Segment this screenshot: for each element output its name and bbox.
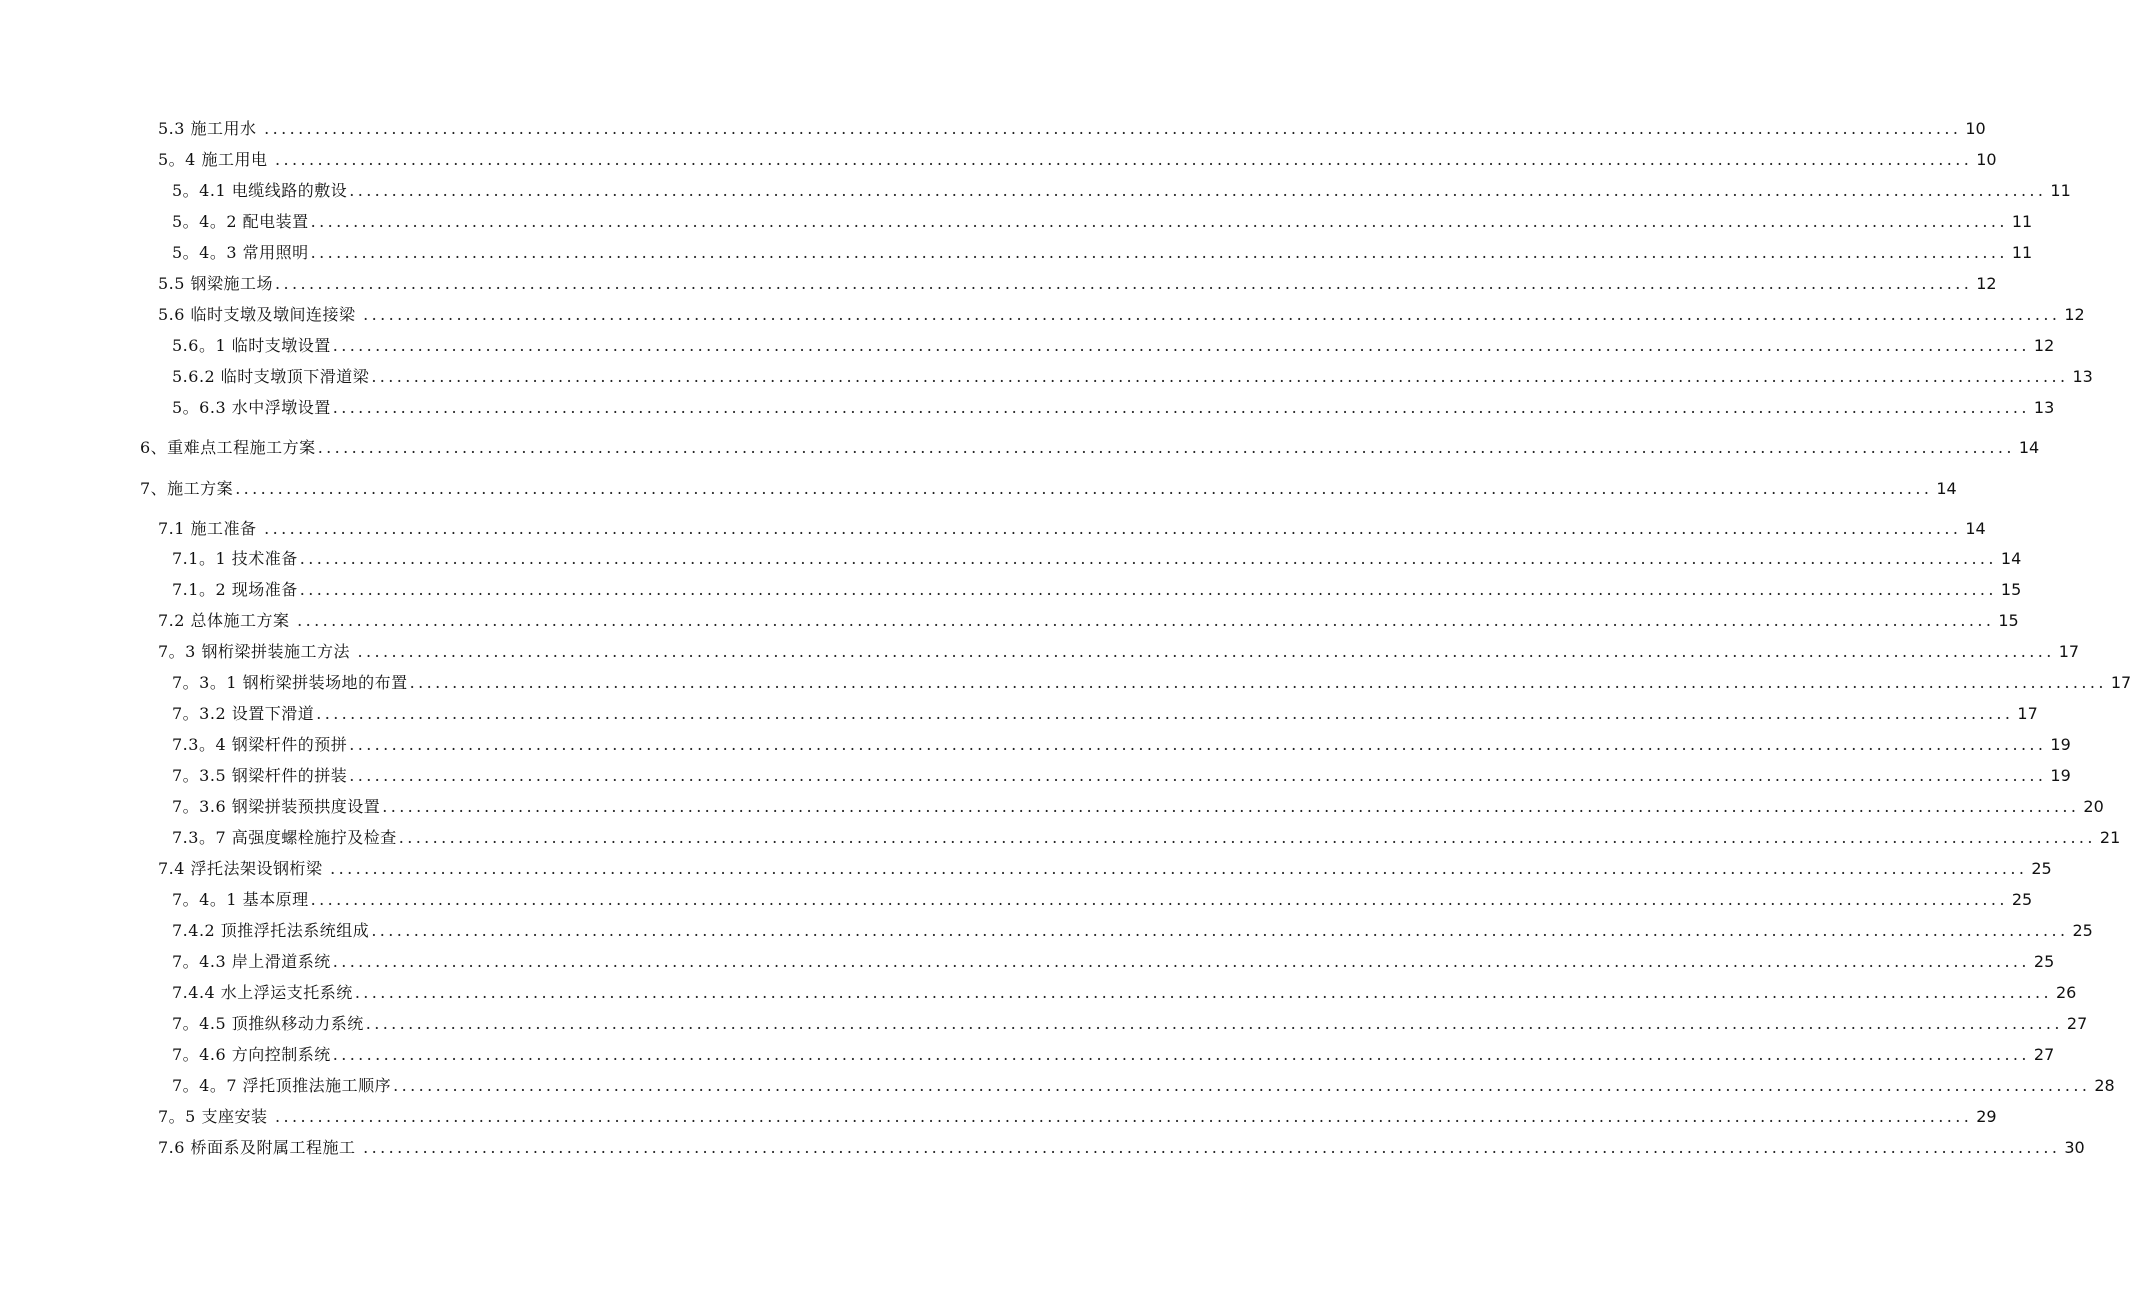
toc-entry (172, 397, 2055, 419)
toc-entry (172, 982, 2077, 1004)
toc-entry-label: 5。4。2 配电装置 (172, 212, 309, 231)
toc-entry-page: 19 (2050, 766, 2071, 785)
toc-entry (172, 827, 2121, 849)
toc-entry-page: 17 (2017, 704, 2038, 723)
toc-entry (158, 118, 1986, 140)
toc-entry-label: 5.6。1 临时支墩设置 (172, 336, 331, 355)
toc-entry-label: 7.3。4 钢梁杆件的预拼 (172, 735, 348, 754)
toc-entry-label: 5.5 钢梁施工场 (158, 274, 274, 293)
toc-entry (172, 180, 2071, 202)
toc-entry-page: 26 (2056, 983, 2077, 1002)
toc-entry-page: 13 (2072, 367, 2093, 386)
toc-entry-label: 5.6 临时支墩及墩间连接梁 (158, 305, 362, 324)
toc-leader-dots: ........................................................................................................................................................................................................ (316, 704, 2014, 723)
toc-entry-page: 21 (2099, 828, 2121, 847)
toc-leader-dots: ........................................................................................................................................................................................................ (275, 1107, 1973, 1126)
toc-entry-page: 14 (1965, 519, 1986, 538)
toc-entry-label: 7。4.5 顶推纵移动力系统 (172, 1014, 364, 1033)
toc-entry-page: 27 (2066, 1014, 2088, 1033)
toc-leader-dots: ........................................................................................................................................................................................................ (393, 1076, 2091, 1095)
toc-entry-label: 7。3.5 钢梁杆件的拼装 (172, 766, 348, 785)
toc-entry-label: 5。6.3 水中浮墩设置 (172, 398, 331, 417)
toc-entry (172, 335, 2055, 357)
toc-entry-label: 7。4。1 基本原理 (172, 890, 309, 909)
toc-entry-page: 17 (2110, 673, 2131, 692)
toc-leader-dots: ........................................................................................................................................................................................................ (330, 859, 2028, 878)
toc-leader-dots: ........................................................................................................................................................................................................ (275, 274, 1973, 293)
toc-leader-dots: ........................................................................................................................................................................................................ (297, 611, 1995, 630)
toc-entry (172, 1044, 2055, 1066)
toc-entry-page: 25 (2072, 921, 2093, 940)
toc-entry (158, 641, 2080, 663)
toc-entry-page: 15 (2000, 580, 2022, 599)
toc-entry-label: 7。3.2 设置下滑道 (172, 704, 315, 723)
toc-entry (172, 703, 2038, 725)
toc-entry (172, 548, 2022, 570)
toc-entry-label: 7.3。7 高强度螺栓施拧及检查 (172, 828, 397, 847)
toc-entry-label: 7。3.6 钢梁拼装预拱度设置 (172, 797, 381, 816)
toc-entry-label: 5。4。3 常用照明 (172, 243, 309, 262)
toc-entry-page: 12 (2064, 305, 2085, 324)
toc-entry (158, 149, 1997, 171)
toc-leader-dots: ........................................................................................................................................................................................................ (363, 1138, 2061, 1157)
toc-entry (158, 304, 2085, 326)
toc-leader-dots: ........................................................................................................................................................................................................ (332, 952, 2030, 971)
toc-leader-dots: ........................................................................................................................................................................................................ (235, 479, 1933, 498)
toc-entry-page: 12 (1976, 274, 1997, 293)
toc-leader-dots: ........................................................................................................................................................................................................ (299, 580, 1997, 599)
toc-entry-label: 5。4 施工用电 (158, 150, 274, 169)
toc-entry-page: 10 (1976, 150, 1997, 169)
toc-entry-page: 25 (2011, 890, 2033, 909)
toc-entry-label: 7。4.6 方向控制系统 (172, 1045, 331, 1064)
toc-entry (172, 242, 2033, 264)
toc-entry-label: 7.1。2 现场准备 (172, 580, 298, 599)
toc-entry-label: 7。3。1 钢桁梁拼装场地的布置 (172, 673, 408, 692)
toc-leader-dots: ........................................................................................................................................................................................................ (275, 150, 1973, 169)
toc-entry-page: 14 (1936, 479, 1957, 498)
toc-entry-page: 11 (2050, 181, 2071, 200)
toc-entry-page: 10 (1965, 119, 1986, 138)
toc-entry-label: 7.4.2 顶推浮托法系统组成 (172, 921, 370, 940)
toc-entry-page: 14 (2000, 549, 2022, 568)
toc-leader-dots: ........................................................................................................................................................................................................ (382, 797, 2080, 816)
toc-entry-label: 6、重难点工程施工方案 (140, 438, 316, 457)
toc-entry (140, 478, 1957, 500)
toc-leader-dots: ........................................................................................................................................................................................................ (332, 1045, 2030, 1064)
toc-entry-page: 17 (2058, 642, 2080, 661)
toc-entry (172, 672, 2131, 694)
toc-leader-dots: ........................................................................................................................................................................................................ (409, 673, 2107, 692)
toc-entry-label: 7、施工方案 (140, 479, 234, 498)
toc-entry-label: 7.2 总体施工方案 (158, 611, 296, 630)
toc-leader-dots: ........................................................................................................................................................................................................ (332, 336, 2030, 355)
toc-entry-label: 5。4.1 电缆线路的敷设 (172, 181, 348, 200)
toc-leader-dots: ........................................................................................................................................................................................................ (310, 212, 2008, 231)
toc-entry-page: 19 (2050, 735, 2071, 754)
toc-leader-dots: ........................................................................................................................................................................................................ (349, 766, 2047, 785)
toc-entry-label: 7.4.4 水上浮运支托系统 (172, 983, 353, 1002)
toc-entry-page: 25 (2031, 859, 2052, 878)
toc-entry-page: 30 (2064, 1138, 2085, 1157)
toc-entry-label: 7.6 桥面系及附属工程施工 (158, 1138, 362, 1157)
toc-entry (172, 765, 2071, 787)
toc-entry (140, 437, 2040, 459)
toc-entry-page: 29 (1976, 1107, 1997, 1126)
toc-entry (158, 273, 1997, 295)
toc-entry (158, 1106, 1997, 1128)
toc-leader-dots: ........................................................................................................................................................................................................ (299, 549, 1997, 568)
toc-entry-label: 7.1。1 技术准备 (172, 549, 298, 568)
toc-entry (158, 518, 1986, 540)
toc-entry-page: 28 (2094, 1076, 2115, 1095)
toc-leader-dots: ........................................................................................................................................................................................................ (371, 367, 2069, 386)
toc-entry (172, 796, 2104, 818)
toc-entry-page: 27 (2033, 1045, 2055, 1064)
toc-leader-dots: ........................................................................................................................................................................................................ (365, 1014, 2063, 1033)
toc-entry (172, 734, 2071, 756)
toc-leader-dots: ........................................................................................................................................................................................................ (349, 735, 2047, 754)
toc-entry-page: 11 (2011, 212, 2033, 231)
toc-leader-dots: ........................................................................................................................................................................................................ (310, 890, 2008, 909)
toc-entry (172, 920, 2093, 942)
toc-leader-dots: ........................................................................................................................................................................................................ (264, 119, 1962, 138)
toc-entry (172, 951, 2055, 973)
toc-entry (172, 211, 2033, 233)
toc-entry (172, 1075, 2115, 1097)
toc-entry-page: 14 (2018, 438, 2040, 457)
toc-leader-dots: ........................................................................................................................................................................................................ (357, 642, 2055, 661)
toc-entry (158, 610, 2019, 632)
toc-entry-label: 7。3 钢桁梁拼装施工方法 (158, 642, 356, 661)
toc-entry-label: 7。4.3 岸上滑道系统 (172, 952, 331, 971)
toc-entry (158, 858, 2052, 880)
toc-entry-page: 20 (2083, 797, 2104, 816)
toc-entry-label: 7。4。7 浮托顶推法施工顺序 (172, 1076, 392, 1095)
toc-entry (172, 366, 2093, 388)
toc-leader-dots: ........................................................................................................................................................................................................ (264, 519, 1962, 538)
toc-entry-page: 25 (2033, 952, 2055, 971)
toc-entry-page: 15 (1998, 611, 2019, 630)
toc-entry (172, 889, 2033, 911)
toc-entry (172, 1013, 2088, 1035)
toc-leader-dots: ........................................................................................................................................................................................................ (332, 398, 2030, 417)
toc-leader-dots: ........................................................................................................................................................................................................ (398, 828, 2096, 847)
toc-entry-label: 7。5 支座安装 (158, 1107, 274, 1126)
toc-leader-dots: ........................................................................................................................................................................................................ (310, 243, 2008, 262)
toc-entry (172, 579, 2022, 601)
toc-leader-dots: ........................................................................................................................................................................................................ (349, 181, 2047, 200)
toc-entry-label: 5.3 施工用水 (158, 119, 263, 138)
toc-leader-dots: ........................................................................................................................................................................................................ (363, 305, 2061, 324)
toc-entry-page: 12 (2033, 336, 2055, 355)
toc-entry-label: 5.6.2 临时支墩顶下滑道梁 (172, 367, 370, 386)
toc-entry (158, 1137, 2085, 1159)
toc-leader-dots: ........................................................................................................................................................................................................ (354, 983, 2052, 1002)
toc-entry-label: 7.1 施工准备 (158, 519, 263, 538)
toc-leader-dots: ........................................................................................................................................................................................................ (371, 921, 2069, 940)
toc-leader-dots: ........................................................................................................................................................................................................ (317, 438, 2015, 457)
toc-entry-label: 7.4 浮托法架设钢桁梁 (158, 859, 329, 878)
toc-entry-page: 13 (2033, 398, 2055, 417)
toc-entry-page: 11 (2011, 243, 2033, 262)
